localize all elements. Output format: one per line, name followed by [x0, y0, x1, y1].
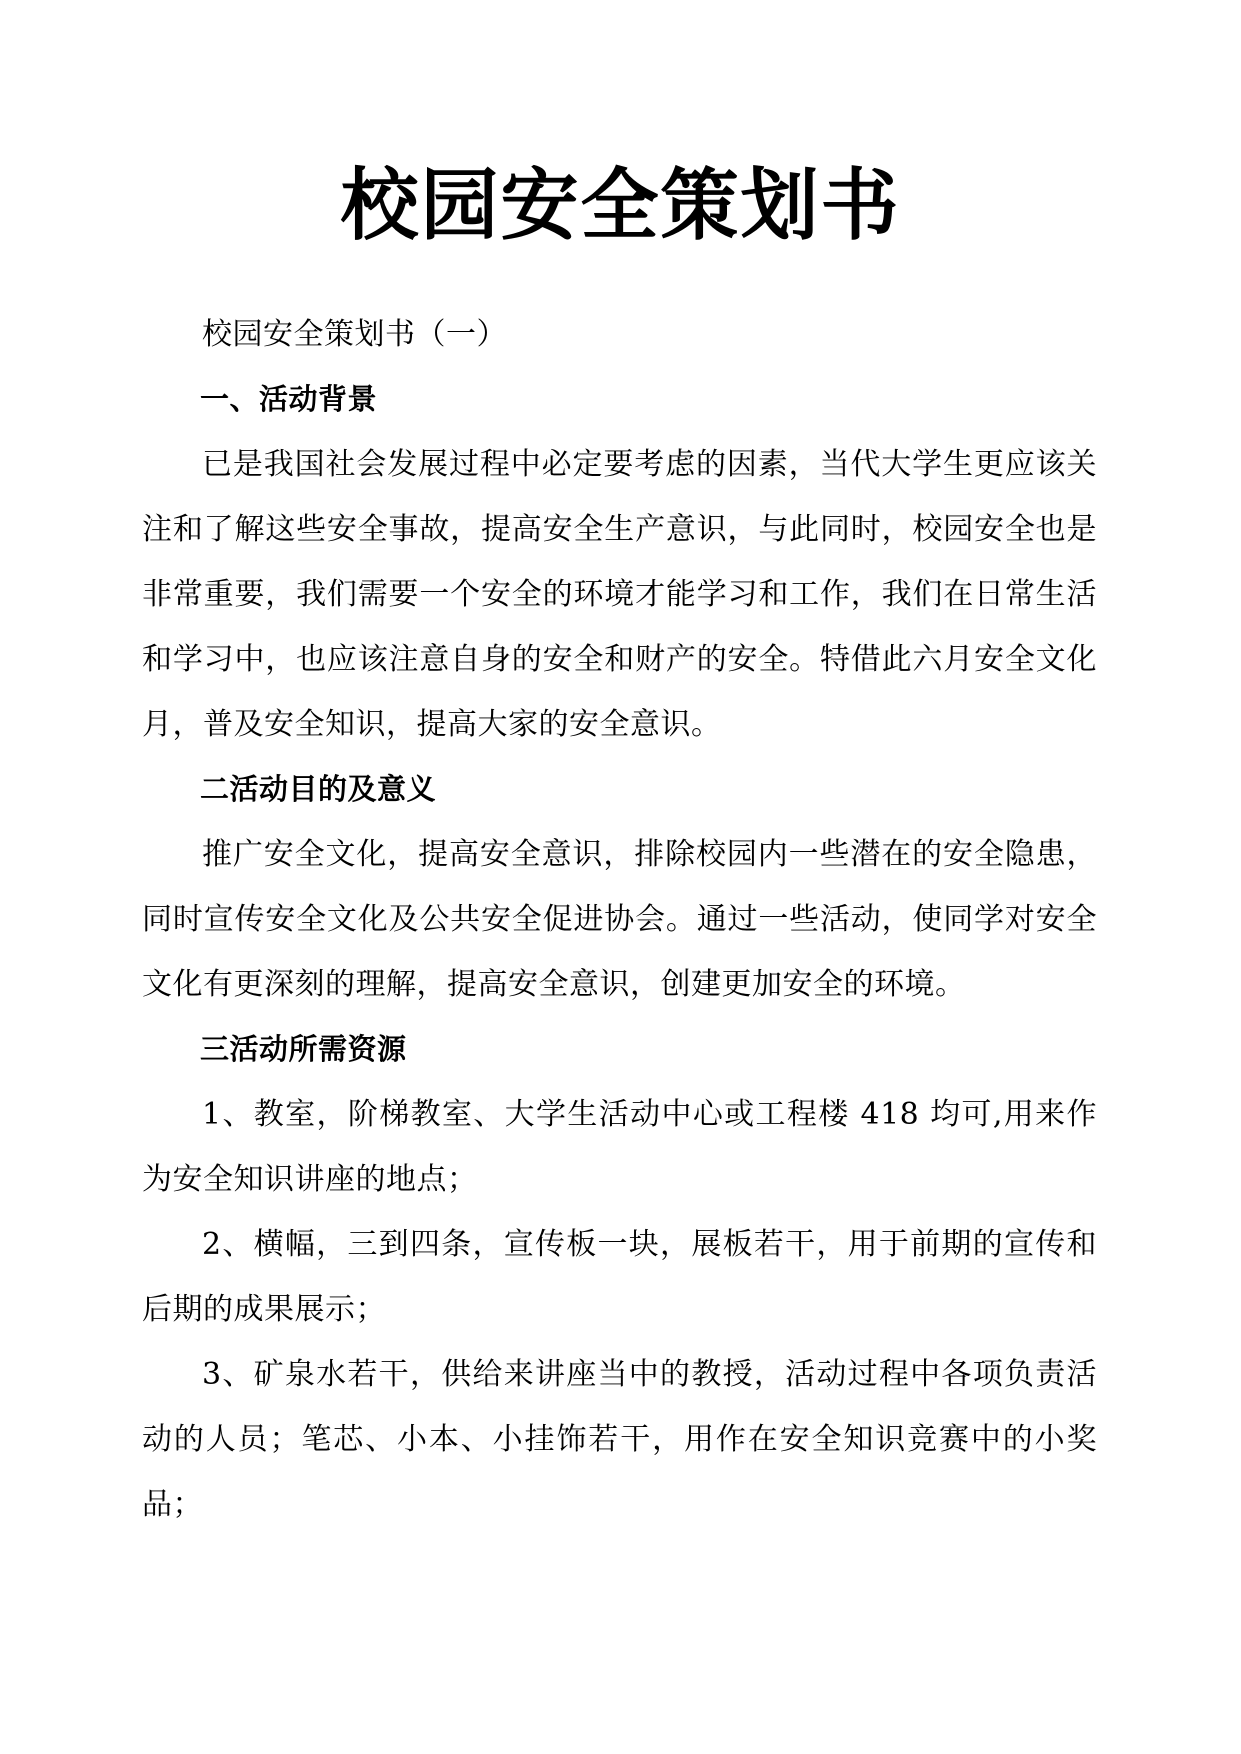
- paragraph-purpose: 推广安全文化，提高安全意识，排除校园内一些潜在的安全隐患，同时宣传安全文化及公共安全促进协会。通过一些活动，使同学对安全文化有更深刻的理解，提高安全意识，创建更加安全的环境。: [142, 837, 1097, 1002]
- document-title: 校园安全策划书: [340, 161, 901, 251]
- document-subtitle: 校园安全策划书（一）: [202, 317, 507, 352]
- section-heading-resources: 三活动所需资源: [200, 1032, 407, 1066]
- section-heading-purpose: 二活动目的及意义: [200, 772, 437, 806]
- paragraph-resource-2: 2、横幅，三到四条，宣传板一块，展板若干，用于前期的宣传和后期的成果展示；: [142, 1227, 1097, 1327]
- paragraph-background: 已是我国社会发展过程中必定要考虑的因素，当代大学生更应该关注和了解这些安全事故，提高安全生产意识，与此同时，校园安全也是非常重要，我们需要一个安全的环境才能学习和工作，我们在日常生活和学习中，也应该注意自身的安全和财产的安全。特借此六月安全文化月，普及安全知识，提高大家的安全意识。: [142, 447, 1097, 742]
- section-heading-background: 一、活动背景: [200, 382, 378, 416]
- paragraph-resource-3: 3、矿泉水若干，供给来讲座当中的教授，活动过程中各项负责活动的人员；笔芯、小本、小挂饰若干，用作在安全知识竞赛中的小奖品；: [142, 1357, 1097, 1522]
- document-body: [142, 302, 1097, 1537]
- paragraph-resource-1: 1、教室，阶梯教室、大学生活动中心或工程楼 418 均可,用来作为安全知识讲座的地点；: [142, 1097, 1097, 1197]
